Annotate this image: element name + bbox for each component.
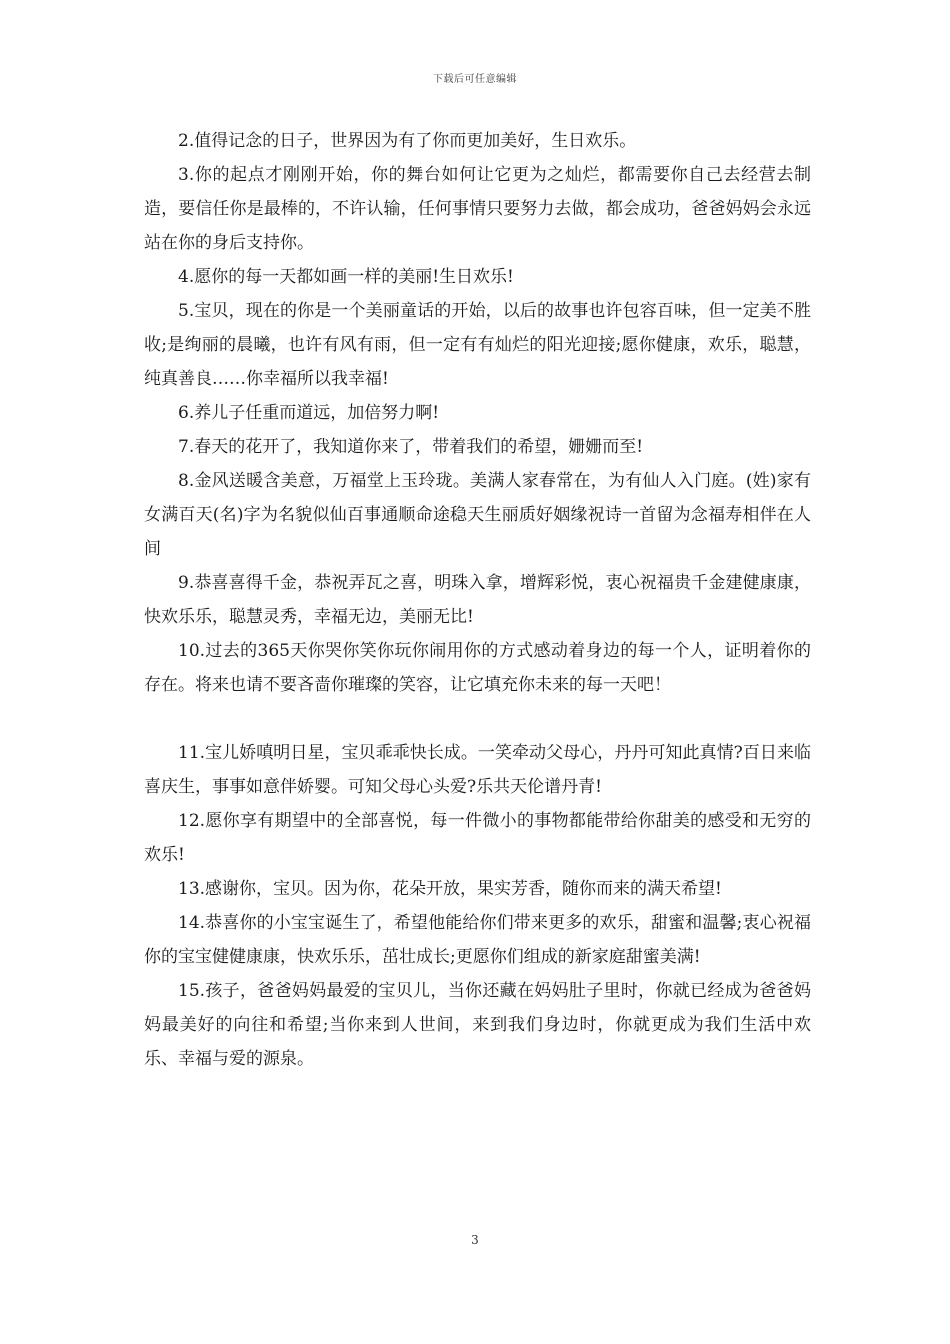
document-body bbox=[144, 124, 811, 1076]
paragraph-7: 7.春天的花开了，我知道你来了，带着我们的希望，姗姗而至! bbox=[178, 437, 644, 457]
paragraph-5: 5.宝贝，现在的你是一个美丽童话的开始，以后的故事也许包容百味，但一定美不胜收;是绚丽的晨曦，也许有风有雨，但一定有有灿烂的阳光迎接;愿你健康，欢乐，聪慧，纯真善良……你幸福所以我幸福! bbox=[144, 301, 811, 389]
header-note: 下载后可任意编辑 bbox=[433, 74, 517, 85]
paragraph-11: 11.宝儿娇嗔明日星，宝贝乖乖快长成。一笑牵动父母心，丹丹可知此真情?百日来临喜庆生，事事如意伴娇婴。可知父母心头爱?乐共天伦谱丹青! bbox=[144, 743, 811, 797]
paragraph-9: 9.恭喜喜得千金，恭祝弄瓦之喜，明珠入拿，增辉彩悦，衷心祝福贵千金建健康康，快欢乐乐，聪慧灵秀，幸福无边，美丽无比! bbox=[144, 573, 811, 627]
paragraph-4: 4.愿你的每一天都如画一样的美丽!生日欢乐! bbox=[178, 267, 514, 287]
paragraph-6: 6.养儿子任重而道远，加倍努力啊! bbox=[178, 403, 440, 423]
paragraph-2: 2.值得记念的日子，世界因为有了你而更加美好，生日欢乐。 bbox=[178, 131, 637, 151]
paragraph-13: 13.感谢你，宝贝。因为你，花朵开放，果实芳香，随你而来的满天希望! bbox=[178, 879, 722, 899]
paragraph-gap bbox=[144, 702, 811, 736]
paragraph-15: 15.孩子，爸爸妈妈最爱的宝贝儿，当你还藏在妈妈肚子里时，你就已经成为爸爸妈妈最美好的向往和希望;当你来到人世间，来到我们身边时，你就更成为我们生活中欢乐、幸福与爱的源泉。 bbox=[144, 981, 811, 1069]
paragraph-10: 10.过去的365天你哭你笑你玩你闹用你的方式感动着身边的每一个人，证明着你的存在。将来也请不要吝啬你璀璨的笑容，让它填充你未来的每一天吧！ bbox=[144, 641, 811, 695]
paragraph-14: 14.恭喜你的小宝宝诞生了，希望他能给你们带来更多的欢乐，甜蜜和温馨;衷心祝福你的宝宝健健康康，快欢乐乐，茁壮成长;更愿你们组成的新家庭甜蜜美满! bbox=[144, 913, 811, 967]
page-number: 3 bbox=[471, 1233, 479, 1247]
paragraph-3: 3.你的起点才刚刚开始，你的舞台如何让它更为之灿烂，都需要你自己去经营去制造，要信任你是最棒的，不许认输，任何事情只要努力去做，都会成功，爸爸妈妈会永远站在你的身后支持你。 bbox=[144, 165, 811, 253]
paragraph-12: 12.愿你享有期望中的全部喜悦，每一件微小的事物都能带给你甜美的感受和无穷的欢乐! bbox=[144, 811, 811, 865]
paragraph-8: 8.金风送暖含美意，万福堂上玉玲珑。美满人家春常在，为有仙人入门庭。(姓)家有女满百天(名)字为名貌似仙百事通顺命途稳天生丽质好姻缘祝诗一首留为念福寿相伴在人间 bbox=[144, 471, 811, 559]
